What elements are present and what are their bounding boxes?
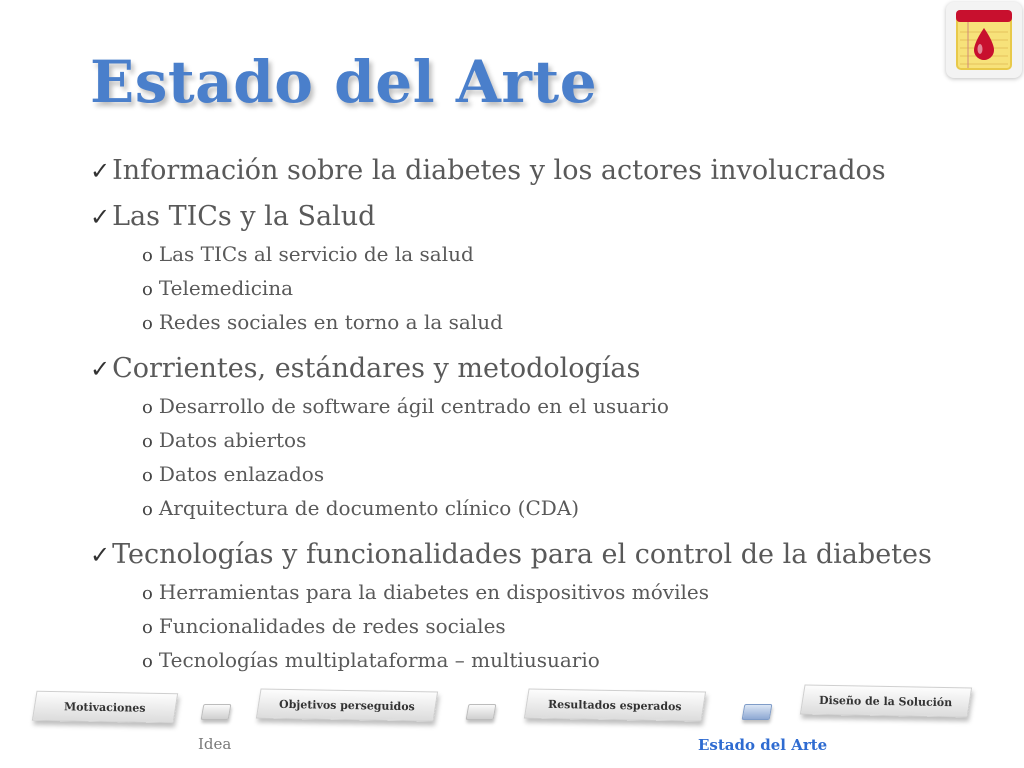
nav-label-idea[interactable]: Idea (198, 735, 232, 753)
circle-bullet-icon: o (142, 431, 153, 452)
checkmark-icon: ✓ (90, 541, 111, 569)
circle-bullet-icon: o (142, 279, 153, 300)
circle-bullet-icon: o (142, 617, 153, 638)
nav-tab-objetivos[interactable]: Objetivos perseguidos (256, 688, 438, 721)
nav-tab-resultados[interactable]: Resultados esperados (524, 688, 706, 721)
sub-list (90, 390, 1010, 526)
sub-item: o Funcionalidades de redes sociales (142, 614, 506, 638)
sub-item: o Arquitectura de documento clínico (CDA) (142, 496, 580, 520)
sub-item: o Herramientas para la diabetes en dispositivos móviles (142, 580, 709, 604)
nav-connector-idea[interactable] (201, 704, 232, 720)
sub-item: o Datos enlazados (142, 462, 325, 486)
checkmark-icon: ✓ (90, 157, 111, 185)
sub-list (90, 576, 1010, 678)
circle-bullet-icon: o (142, 313, 153, 334)
slide-title: Estado del Arte (90, 48, 598, 116)
sub-item: o Las TICs al servicio de la salud (142, 242, 474, 266)
circle-bullet-icon: o (142, 397, 153, 418)
nav-tab-motivaciones[interactable]: Motivaciones (32, 691, 178, 723)
bullet-item: ✓Información sobre la diabetes y los actores involucrados (90, 155, 886, 186)
circle-bullet-icon: o (142, 245, 153, 266)
circle-bullet-icon: o (142, 499, 153, 520)
nav-tab-diseno[interactable]: Diseño de la Solución (800, 685, 972, 718)
sub-item: o Datos abiertos (142, 428, 307, 452)
sub-item: o Telemedicina (142, 276, 294, 300)
notepad-blood-drop-icon[interactable] (946, 2, 1022, 78)
nav-connector-estado-del-arte[interactable] (742, 704, 773, 720)
circle-bullet-icon: o (142, 651, 153, 672)
bullet-item: ✓Tecnologías y funcionalidades para el control de la diabetes (90, 539, 932, 570)
bullet-list (90, 150, 1010, 678)
nav-label-estado-del-arte[interactable]: Estado del Arte (698, 736, 828, 754)
circle-bullet-icon: o (142, 465, 153, 486)
nav-connector[interactable] (466, 704, 497, 720)
circle-bullet-icon: o (142, 583, 153, 604)
sub-item: o Desarrollo de software ágil centrado en el usuario (142, 394, 669, 418)
checkmark-icon: ✓ (90, 203, 111, 231)
sub-item: o Tecnologías multiplataforma – multiusuario (142, 648, 600, 672)
bullet-item: ✓Corrientes, estándares y metodologías (90, 353, 641, 384)
section-navigation (0, 680, 1024, 768)
checkmark-icon: ✓ (90, 355, 111, 383)
bullet-item: ✓Las TICs y la Salud (90, 201, 376, 232)
sub-item: o Redes sociales en torno a la salud (142, 310, 503, 334)
sub-list (90, 238, 1010, 340)
